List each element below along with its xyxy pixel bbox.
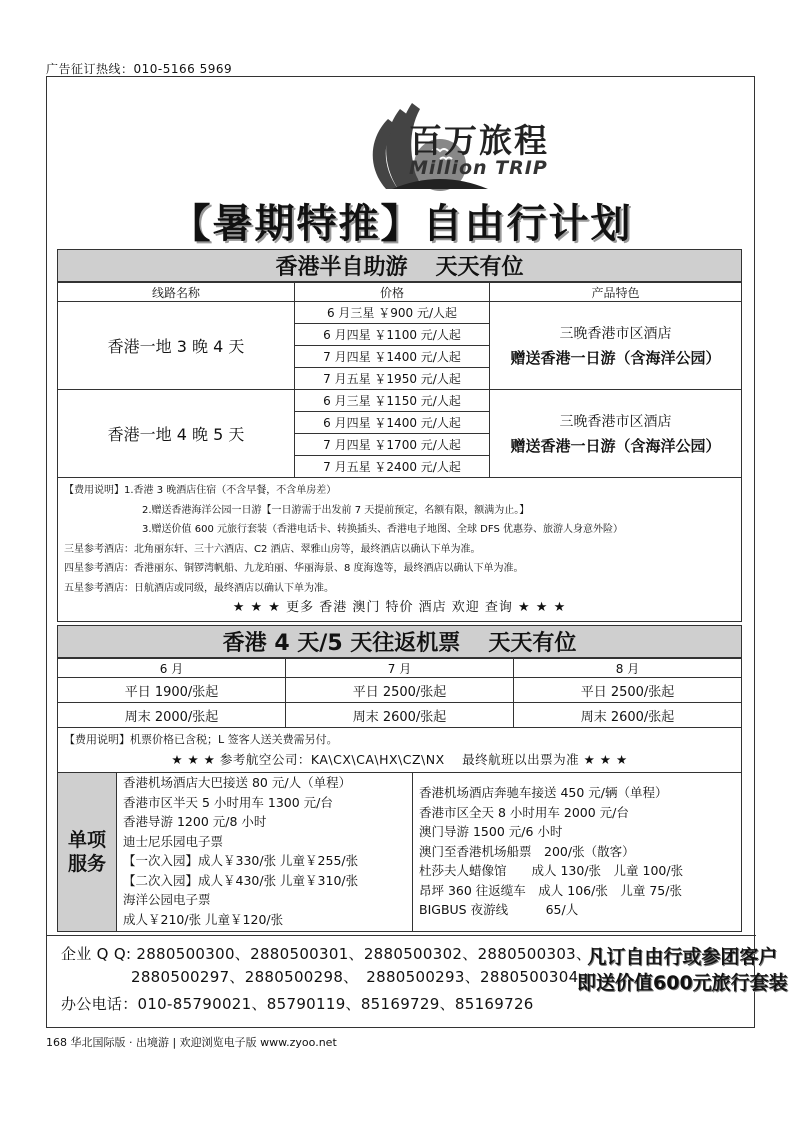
weekend-price: 周末 2000/张起 [58, 703, 286, 728]
list-item: 海洋公园电子票 [123, 892, 211, 907]
table-row [58, 302, 742, 324]
list-item: 澳门导游 1500 元/6 小时 [419, 824, 563, 839]
page-footer: 168 华北国际版 · 出境游 | 欢迎浏览电子版 www.zyoo.net [46, 1036, 337, 1049]
list-item: 昂坪 360 往返缆车 成人 106/张 儿童 75/张 [419, 882, 682, 898]
month-cell: 7 月 [286, 659, 514, 678]
airline-reference: ★ ★ ★ 参考航空公司：KA\CX\CA\HX\CZ\NX 最终航班以出票为准 ★ ★ ★ [171, 752, 628, 767]
note-line: 五星参考酒店：日航酒店或同级，最终酒店以确认下单为准。 [64, 582, 334, 594]
note-line: 2.赠送香港海洋公园一日游【一日游需于出发前 7 天提前预定，名额有限，额满为止。】 [142, 504, 530, 516]
ad-frame [46, 76, 788, 1028]
route-price-table [57, 282, 742, 478]
section-band [57, 625, 742, 658]
list-item: 香港机场酒店大巴接送 80 元/人（单程） [123, 775, 352, 790]
services-list-right [413, 773, 741, 931]
list-item: 香港市区全天 8 小时用车 2000 元/台 [419, 804, 629, 820]
list-item: 杜莎夫人蜡像馆 成人 130/张 儿童 100/张 [419, 863, 684, 878]
note-line: 三星参考酒店：北角丽东轩、三十六酒店、C2 酒店、翠雅山房等，最终酒店以确认下单为准。 [64, 543, 481, 555]
hk-semi-self-tour-section [57, 249, 742, 622]
promo-line: 即送价值600元旅行套装 [577, 972, 788, 994]
office-phone: 办公电话：010-85790021、85790119、85169729、85169726 [61, 995, 534, 1013]
col-price: 价格 [295, 283, 490, 302]
feature-cell [490, 302, 742, 390]
price-cell: 6 月四星 ￥1400 元/人起 [295, 412, 490, 434]
qq-numbers-line: 2880500297、2880500298、 2880500293、2880500304 [131, 968, 579, 986]
route-name: 香港一地 3 晚 4 天 [58, 302, 295, 390]
section-band [57, 249, 742, 282]
services-list-left [117, 773, 413, 931]
feature-text: 三晚香港市区酒店 [559, 326, 672, 342]
list-item: 成人￥210/张 儿童￥120/张 [123, 911, 284, 927]
bonus-text: 赠送香港一日游（含海洋公园） [510, 437, 721, 455]
table-row [58, 678, 742, 703]
table-row [58, 703, 742, 728]
table-header-row [58, 283, 742, 302]
table-row [58, 390, 742, 412]
price-cell: 7 月四星 ￥1700 元/人起 [295, 434, 490, 456]
weekday-price: 平日 2500/张起 [286, 678, 514, 703]
weekend-price: 周末 2600/张起 [514, 703, 742, 728]
ad-hotline: 广告征订热线：010-5166 5969 [46, 62, 233, 76]
services-label-line: 服务 [67, 853, 106, 875]
col-route: 线路名称 [58, 283, 295, 302]
price-cell: 6 月四星 ￥1100 元/人起 [295, 324, 490, 346]
route-name: 香港一地 4 晚 5 天 [58, 390, 295, 478]
weekend-price: 周末 2600/张起 [286, 703, 514, 728]
promo-line: 凡订自由行或参团客户 [587, 946, 778, 968]
promo-slogan [577, 944, 788, 996]
section-subtitle: 天天有位 [435, 255, 524, 280]
list-item: 迪士尼乐园电子票 [123, 833, 224, 849]
services-label-line: 单项 [67, 829, 106, 851]
bonus-text: 赠送香港一日游（含海洋公园） [510, 349, 721, 367]
weekday-price: 平日 2500/张起 [514, 678, 742, 703]
month-cell: 8 月 [514, 659, 742, 678]
more-hotels-line: ★ ★ ★ 更多 香港 澳门 特价 酒店 欢迎 查询 ★ ★ ★ [232, 600, 567, 615]
feature-cell [490, 390, 742, 478]
list-item: 香港机场酒店奔驰车接送 450 元/辆（单程） [419, 785, 668, 800]
list-item: 香港导游 1200 元/8 小时 [123, 814, 267, 829]
feature-text: 三晚香港市区酒店 [559, 414, 672, 430]
col-feature: 产品特色 [490, 283, 742, 302]
section-title: 香港半自助游 [275, 255, 408, 280]
price-cell: 6 月三星 ￥900 元/人起 [295, 302, 490, 324]
services-label [58, 773, 117, 931]
list-item: 【一次入园】成人￥330/张 儿童￥255/张 [123, 853, 359, 868]
section-title: 香港 4 天/5 天往返机票 [222, 631, 461, 656]
note-line: 【费用说明】1.香港 3 晚酒店住宿（不含早餐，不含单房差） [64, 485, 337, 496]
list-item: BIGBUS 夜游线 65/人 [419, 902, 579, 917]
flight-price-table [57, 658, 742, 728]
brand-name-cn: 百万旅程 [409, 121, 549, 160]
flight-notes [57, 728, 742, 773]
price-cell: 7 月五星 ￥1950 元/人起 [295, 368, 490, 390]
section-subtitle: 天天有位 [488, 631, 577, 656]
list-item: 【二次入园】成人￥430/张 儿童￥310/张 [123, 872, 359, 888]
table-header-row [58, 659, 742, 678]
qq-numbers-line: 企业 Q Q: 2880500300、2880500301、2880500302、2880500303、 [61, 945, 592, 963]
list-item: 澳门至香港机场船票 200/张（散客） [419, 843, 635, 859]
page-title: 【暑期特推】自由行计划 [170, 201, 633, 247]
note-line: 四星参考酒店：香港丽东、铜锣湾帆船、九龙珀丽、华丽海景、8 度海逸等，最终酒店以确认下单为准。 [64, 563, 524, 574]
brand-name-en: Million TRIP [409, 157, 548, 179]
month-cell: 6 月 [58, 659, 286, 678]
note-line: 【费用说明】机票价格已含税；L 签客人送关费需另付。 [64, 733, 338, 746]
single-services-section [57, 772, 742, 932]
weekday-price: 平日 1900/张起 [58, 678, 286, 703]
flight-ticket-section [57, 625, 742, 773]
price-cell: 6 月三星 ￥1150 元/人起 [295, 390, 490, 412]
contact-block [47, 935, 788, 1030]
fee-notes [57, 478, 742, 622]
price-cell: 7 月五星 ￥2400 元/人起 [295, 456, 490, 478]
list-item: 香港市区半天 5 小时用车 1300 元/台 [123, 794, 333, 810]
price-cell: 7 月四星 ￥1400 元/人起 [295, 346, 490, 368]
note-line: 3.赠送价值 600 元旅行套装（香港电话卡、转换插头、香港电子地图、全球 DFS 优惠券、旅游人身意外险） [142, 524, 623, 535]
